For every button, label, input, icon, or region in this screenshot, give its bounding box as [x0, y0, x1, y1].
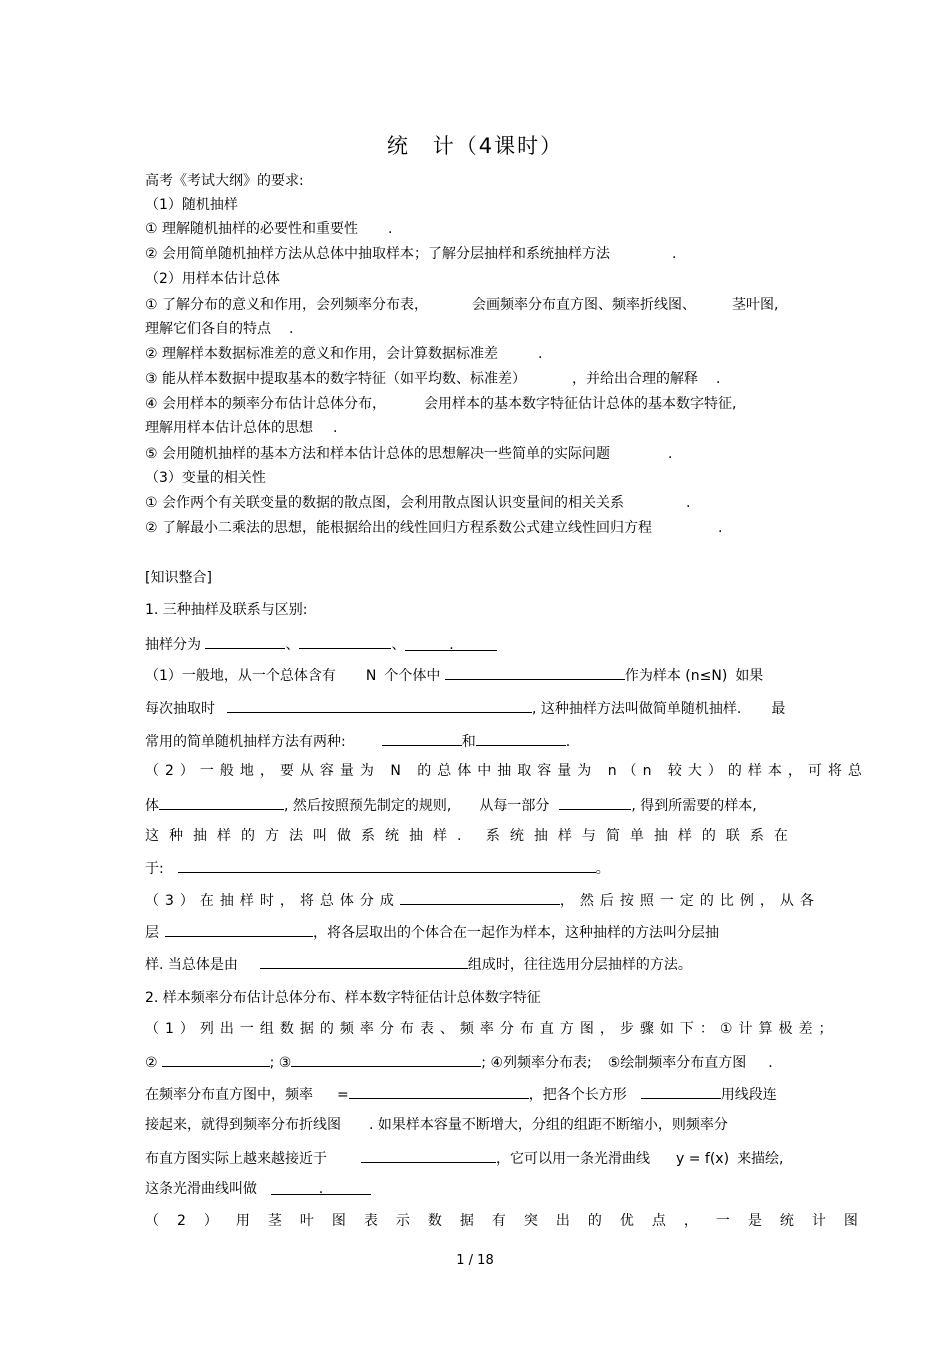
paragraph-text: ，把各个长方形: [528, 1087, 627, 1103]
period-mark: .: [718, 520, 723, 536]
paragraph-text: 层: [145, 925, 159, 941]
requirement-text: 理解用样本估计总体的思想: [145, 420, 313, 436]
period-mark: .: [538, 346, 543, 362]
requirement-text: ② 理解样本数据标准差的意义和作用，会计算数据标准差: [145, 346, 498, 362]
paragraph-text: 用线段连: [720, 1087, 777, 1103]
requirement-item: [145, 370, 720, 388]
section-heading: （1）随机抽样: [145, 197, 238, 213]
paragraph-text: , 这种抽样方法叫做简单随机抽样.: [532, 701, 742, 717]
page-title: 统 计（4课时）: [386, 134, 564, 158]
fill-blank[interactable]: [291, 1052, 481, 1067]
requirement-text: 会用样本的基本数字特征估计总体的基本数字特征,: [424, 396, 737, 412]
paragraph-text: 在频率分布直方图中，频率: [145, 1087, 313, 1103]
paragraph-line: （2）用茎叶图表示数据有突出的优点，一是统计图: [145, 1213, 876, 1229]
requirement-item: [145, 395, 736, 413]
paragraph-text: 组成时，往往选用分层抽样的方法。: [467, 957, 692, 973]
fill-blank[interactable]: [476, 731, 566, 746]
topic-title: 2. 样本频率分布估计总体分布、样本数字特征估计总体数字特征: [145, 990, 541, 1006]
paragraph-line: [145, 1084, 777, 1104]
paragraph-line: [145, 1148, 784, 1168]
paragraph-text: 来描绘,: [737, 1151, 784, 1167]
separator: 、: [391, 637, 406, 653]
paragraph-line: [145, 1052, 773, 1072]
fill-blank[interactable]: [299, 634, 391, 649]
requirement-text: 理解它们各自的特点: [145, 321, 271, 337]
requirement-text: ② 了解最小二乘法的思想，能根据给出的线性回归方程系数公式建立线性回归方程: [145, 520, 652, 536]
paragraph-line: [145, 858, 610, 878]
paragraph-line: （1）列出一组数据的频率分布表、频率分布直方图，步骤如下：①计算极差；: [145, 1021, 839, 1037]
requirement-item: [145, 220, 392, 238]
paragraph-text: 抽样分为: [145, 637, 201, 653]
period-mark: .: [668, 446, 673, 462]
separator: 、: [285, 637, 300, 653]
requirement-text: ① 会作两个有关联变量的数据的散点图，会利用散点图认识变量间的相关关系: [145, 495, 624, 511]
paragraph-text: 。: [595, 861, 610, 877]
section-heading: （2）用样本估计总体: [145, 271, 280, 287]
outline-heading: 高考《考试大纲》的要求:: [145, 173, 304, 189]
paragraph-text: ; ④列频率分布表;: [481, 1055, 592, 1071]
paragraph-text: 样. 当总体是由: [145, 957, 238, 973]
period-mark: .: [768, 1055, 773, 1071]
requirement-text: ⑤ 会用随机抽样的基本方法和样本估计总体的思想解决一些简单的实际问题: [145, 446, 610, 462]
paragraph-text: ，它可以用一条光滑曲线: [496, 1151, 650, 1167]
paragraph-line: 这种抽样的方法叫做系统抽样. 系统抽样与简单抽样的联系在: [145, 828, 798, 844]
paragraph-line: [145, 731, 570, 751]
paragraph-text: =: [337, 1087, 349, 1103]
fill-blank[interactable]: [641, 1084, 721, 1099]
paragraph-text: , 得到所需要的样本,: [631, 798, 757, 814]
fill-blank[interactable]: [227, 698, 532, 713]
paragraph-text: 和: [461, 734, 476, 750]
paragraph-line: [145, 890, 820, 910]
fill-blank[interactable]: [349, 1084, 529, 1099]
paragraph-text: （3）在抽样时，将总体分成: [145, 893, 400, 909]
paragraph-text: ，然后按照一定的比例，从各: [559, 893, 820, 909]
paragraph-text: 布直方图实际上越来越接近于: [145, 1151, 327, 1167]
paragraph-text: 个个体中: [384, 668, 441, 684]
requirement-item: [145, 345, 542, 363]
paragraph-text: 这条光滑曲线叫做: [145, 1181, 257, 1197]
fill-blank[interactable]: [162, 1052, 270, 1067]
paragraph-text: 常用的简单随机抽样方法有两种:: [145, 734, 346, 750]
fill-blank[interactable]: [405, 636, 497, 651]
paragraph-text: ，将各层取出的个体合在一起作为样本，这种抽样的方法叫分层抽: [313, 925, 719, 941]
fill-blank[interactable]: [445, 665, 625, 680]
paragraph-text: , 然后按照预先制定的规则,: [284, 798, 452, 814]
paragraph-text: ②: [145, 1055, 158, 1071]
fill-blank[interactable]: [382, 731, 462, 746]
paragraph-text: 如果: [735, 668, 764, 684]
requirement-text: ④ 会用样本的频率分布估计总体分布，: [145, 396, 386, 412]
paragraph-text: ⑤绘制频率分布直方图: [607, 1055, 747, 1071]
fill-blank[interactable]: [361, 1148, 496, 1163]
period-mark: .: [289, 321, 294, 337]
requirement-text: ② 会用简单随机抽样方法从总体中抽取样本；了解分层抽样和系统抽样方法: [145, 246, 610, 262]
paragraph-text: N: [365, 668, 377, 684]
paragraph-line: [145, 795, 757, 815]
requirement-text: ① 理解随机抽样的必要性和重要性: [145, 221, 359, 237]
paragraph-text: 作为样本 (n≤N): [624, 668, 728, 684]
fill-blank[interactable]: [165, 922, 313, 937]
period-mark: .: [565, 734, 571, 750]
paragraph-text: 从每一部分: [479, 798, 550, 814]
fill-blank[interactable]: [159, 795, 284, 810]
requirement-item: [145, 445, 672, 463]
requirement-item: [145, 245, 676, 263]
paragraph-line: （2）一般地，要从容量为 N 的总体中抽取容量为 n（n 较大）的样本，可将总: [145, 763, 868, 779]
period-mark: .: [686, 495, 691, 511]
paragraph-text: 于:: [145, 861, 164, 877]
paragraph-text: . 如果样本容量不断增大，分组的组距不断缩小，则频率分: [369, 1117, 728, 1133]
section-heading: （3）变量的相关性: [145, 470, 266, 486]
requirement-item: [145, 320, 293, 338]
requirement-item: [145, 519, 722, 537]
paragraph-line: [145, 954, 692, 974]
period-mark: .: [716, 371, 721, 387]
paragraph-line: [145, 698, 785, 718]
fill-blank[interactable]: [559, 795, 631, 810]
paragraph-line: [145, 922, 719, 942]
period-mark: .: [388, 221, 393, 237]
requirement-text: 会画频率分布直方图、频率折线图、: [472, 297, 696, 313]
requirement-text: 茎叶图,: [732, 297, 779, 313]
paragraph-text: 最: [771, 701, 786, 717]
fill-blank[interactable]: [260, 954, 468, 969]
requirement-text: ① 了解分布的意义和作用，会列频率分布表，: [145, 297, 428, 313]
section-header: [知识整合]: [145, 570, 212, 586]
paragraph-text: 每次抽取时: [145, 701, 215, 717]
period-mark: .: [318, 1181, 324, 1197]
requirement-item: [145, 419, 337, 437]
page-number: 1 / 18: [456, 1253, 494, 1268]
paragraph-line: [145, 1180, 371, 1198]
period-mark: .: [333, 420, 338, 436]
requirement-item: [145, 296, 778, 314]
paragraph-text: 接起来，就得到频率分布折线图: [145, 1117, 341, 1133]
topic-title: 1. 三种抽样及联系与区别:: [145, 602, 308, 618]
period-mark: .: [672, 246, 677, 262]
fill-blank[interactable]: [271, 1180, 371, 1195]
paragraph-text: （1）一般地，从一个总体含有: [145, 668, 336, 684]
fill-blank[interactable]: [205, 634, 285, 649]
paragraph-line: [145, 665, 763, 685]
formula: y = f(x): [676, 1151, 730, 1167]
paragraph-line: [145, 634, 497, 654]
paragraph-text: 体: [145, 798, 159, 814]
fill-blank[interactable]: [400, 890, 560, 905]
period-mark: .: [449, 637, 454, 653]
requirement-item: [145, 494, 690, 512]
paragraph-text: ; ③: [269, 1055, 292, 1071]
fill-blank[interactable]: [178, 858, 596, 873]
requirement-text: ，并给出合理的解释: [572, 371, 698, 387]
requirement-text: ③ 能从样本数据中提取基本的数字特征（如平均数、标准差）: [145, 371, 526, 387]
paragraph-line: [145, 1116, 728, 1134]
